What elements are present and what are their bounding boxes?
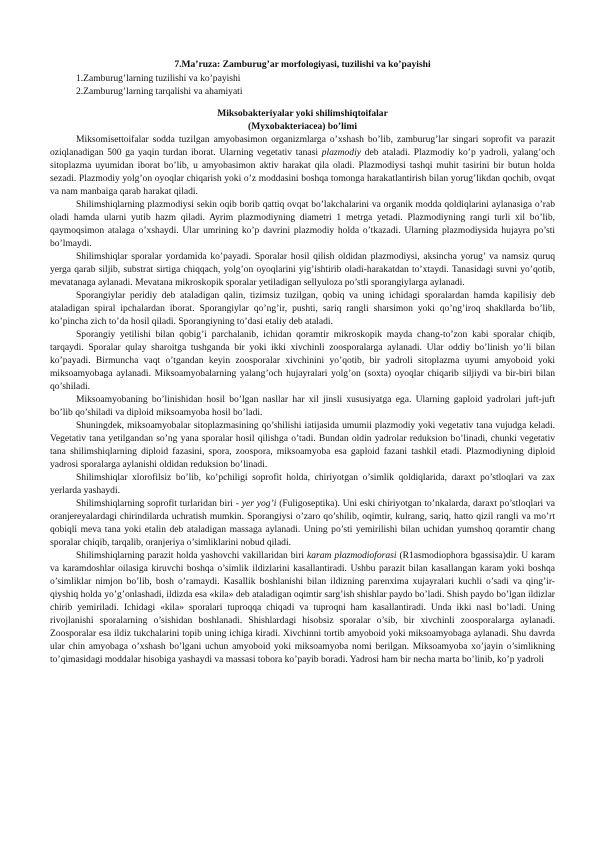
italic-term: karam plazmodioforasi — [307, 550, 397, 561]
paragraph-text: deb ataladi. Plazmodiy ko’p yadroli, yalang’och sitoplazma uyumidan iborat bo’lib, u amyobasimon aktiv harakat qila oladi. Plazmodiysi tashqi muhit tasirini bir butun holda sezadi. Plazmodiy yolg’on oyoqlar chiqarish yoki o’z moddasini boshqa tomonga harakatlantirish bilan yorug’likdan qochib, ovqat va nam manbaiga qarab harakat qiladi. — [50, 147, 556, 197]
paragraph — [50, 497, 555, 549]
paragraph-text: (Fuligoseptika). Uni eski chiriyotgan to’nkalarda, daraxt po’stloqlari va oranjereyalardagi chirindilarda uchratish mumkin. Sporangiysi o’zaro qo’shilib, oqimtir, kulrang, sariq, hatto qizil rangli va mo’rt qobiqli meva tana yoki etalin deb ataladigan massaga aylanadi. Uning po’sti yemirilishi bilan uchidan yumshoq qoramtir chang sporalar chiqib, tarqalib, oranjeriya o’simliklarini nobud qiladi. — [50, 498, 555, 548]
lecture-title: 7.Ma’ruza: Zamburug’ar morfologiyasi, tuzilishi va ko’payishi — [174, 59, 431, 70]
paragraph: Shilimshiqlar xlorofilsiz bo’lib, ko’pchiligi soprofit holda, chiriyotgan o’simlik qoldiqlarida, daraxt po’stloqlari va zax yerlarda yashaydi. — [50, 472, 555, 496]
section-subheading: (Myxobakteriacea) bo’limi — [248, 121, 357, 132]
topic-list — [50, 72, 555, 98]
paragraph: Sporangiylar peridiy deb ataladigan qalin, tizimsiz tuzilgan, qobiq va uning ichidagi sporalardan hamda kapilisiy deb ataladigan spiral ipchalardan iborat. Sporangiylar qo’ng’ir, pushti, sariq rangli sharsimon yoki qo’ng’iroq shakllarda bo’lib, ko’pincha zich to’da hosil qiladi. Sporangiyning to’dasi etaliy deb ataladi. — [50, 290, 555, 327]
paragraph: Shilimshiqlar sporalar yordamida ko’payadi. Sporalar hosil qilish oldidan plazmodiysi, aksincha yorug’ va namsiz quruq yerga qarab siljib, substrat sirtiga chiqqach, yolg’on oyoqlarini yig’ishtirib oladi-harakatdan to’xtaydi. Tanasidagi suvni yo’qotib, mevatanaga aylanadi. Mevatana mikroskopik sporalar yetiladigan sellyuloza po’stli sporangiylarga aylanadi. — [50, 251, 555, 288]
section-heading: Miksobakteriyalar yoki shilimshiqtoifalar — [217, 108, 388, 119]
paragraph-text: Miksomisettoifalar sodda tuzilgan amyobasimon organizmlarga o’xshash bo’lib, zamburug’lar singari soprofit va parazit oziqlanadigan 500 ga yaqin turdan iborat. Ularning vegetativ tanasi — [50, 134, 555, 158]
paragraph: Shuningdek, miksoamyobalar sitoplazmasining qo’shilishi iatijasida umumii plazmodiy yoki vegetativ tana vujudga keladi. Vegetativ tana yetilgandan so’ng yana sporalar hosil qilishga o’tadi. Bundan oldin yadrolar reduksion bo’linadi, chunki vegetativ tana shilimshiqlarning diploid fazasini, spora, zoospora, miksoamyoba esa gaploid fazani tashkil etadi. Plazmodiyning diploid yadrosi sporalarga aylanishi oldidan reduksion bo’linadi. — [50, 420, 555, 470]
paragraph-text: Shilimshiqlarning soprofit turlaridan biri - — [76, 498, 242, 509]
paragraph-text: Shilimshiqlarning parazit holda yashovchi vakillaridan biri — [76, 550, 308, 561]
paragraph — [50, 133, 555, 198]
paragraph: Sporangiy yetilishi bilan qobig’i parchalanib, ichidan qoramtir mikroskopik mayda chang-to’zon kabi sporalar chiqib, tarqaydi. Sporalar qulay sharoitga tushganda bir yoki ikki xivchinli zoosporalarga aylanadi. Ular oddiy bo’linish yo’li bilan ko’payadi. Birmuncha vaqt o’tgandan keyin zoosporalar xivchinini yo’qotib, bir yadroli sitoplazma uyumi amyoboid yoki miksoamyobaga aylanadi. Miksoamyobalarning yalang’och hujayralari yolg’on (soxta) oyoqlar chiqarib siljiydi va bir-biri bilan qo’shiladi. — [50, 329, 555, 392]
italic-term: plazmodiy — [321, 147, 361, 158]
paragraph: Shilimshiqlarning plazmodiysi sekin oqib borib qattiq ovqat bo’lakchalarini va organik modda qoldiqlarini aylanasiga o’rab oladi hamda ularni yutib hazm qiladi. Ayrim plazmodiyning diametri 1 metrga yetadi. Plazmodiyning rangi turli xil bo’lib, qaymoqsimon atalaga o’xshaydi. Ular umrining ko’p davrini plazmodiy holda o’tkazadi. Ularning plazmodiysida hujayra po’sti bo’lmaydi. — [50, 199, 555, 249]
paragraph — [50, 549, 555, 666]
topic-item: 2.Zamburug’larning tarqalishi va ahamiyati — [76, 86, 243, 97]
paragraph: Miksoamyobaning bo’linishidan hosil bo’lgan nasllar har xil jinsli xususiyatga ega. Ularning gaploid yadrolari juft-juft bo’lib qo’shiladi va diploid miksoamyoba hosil bo’ladi. — [50, 394, 555, 418]
italic-term: yer yog’i — [241, 498, 277, 509]
paragraph-text: (R1asmodiophora bgassisa)dir. U karam va karamdoshlar oilasiga kiruvchi boshqa o’simlik ildizlarini kasallantiradi. Ushbu parazit bilan kasallangan karam yoki boshqa o’simliklar nimjon bo’lib, bosh o’ramaydi. Kasallik boshlanishi bilan ildizning parenxima xujayralari kuchli o’sadi va qing’ir-qiyshiq holda yo’g’onlashadi, ildizda esa «kila» deb ataladigan oqimtir sarg’ish shishlar paydo bo’ladi. Shish paydo bo’lgan ildizlar chirib yemiriladi. Ichidagi «kila» sporalari tuproqqa chiqadi va tuproqni ham kasallantiradi. Unda ikki nasl bo’ladi. Uning rivojlanishi sporalarning o’sishidan boshlanadi. Shishlardagi hisobsiz sporalar o’sib, bir xivchinli zoosporalarga aylanadi. Zoosporalar esa ildiz tukchalarini topib uning ichiga kiradi. Xivchinni tortib amyoboid yoki miksoamyobaga aylanadi. Shu davrda ular chin amyobaga o’xshash bo’lgani uchun amyoboid yoki miksoamyoba nomi berilgan. Miksoamyoba xo’jayin o’simlikning to’qimasidagi moddalar hisobiga yashaydi va massasi tobora ko’payib boradi. Yadrosi ham bir necha marta bo’linib, ko’p yadroli — [50, 550, 555, 665]
spacer — [50, 98, 555, 107]
topic-item: 1.Zamburug’larning tuzilishi va ko’payishi — [76, 73, 241, 84]
